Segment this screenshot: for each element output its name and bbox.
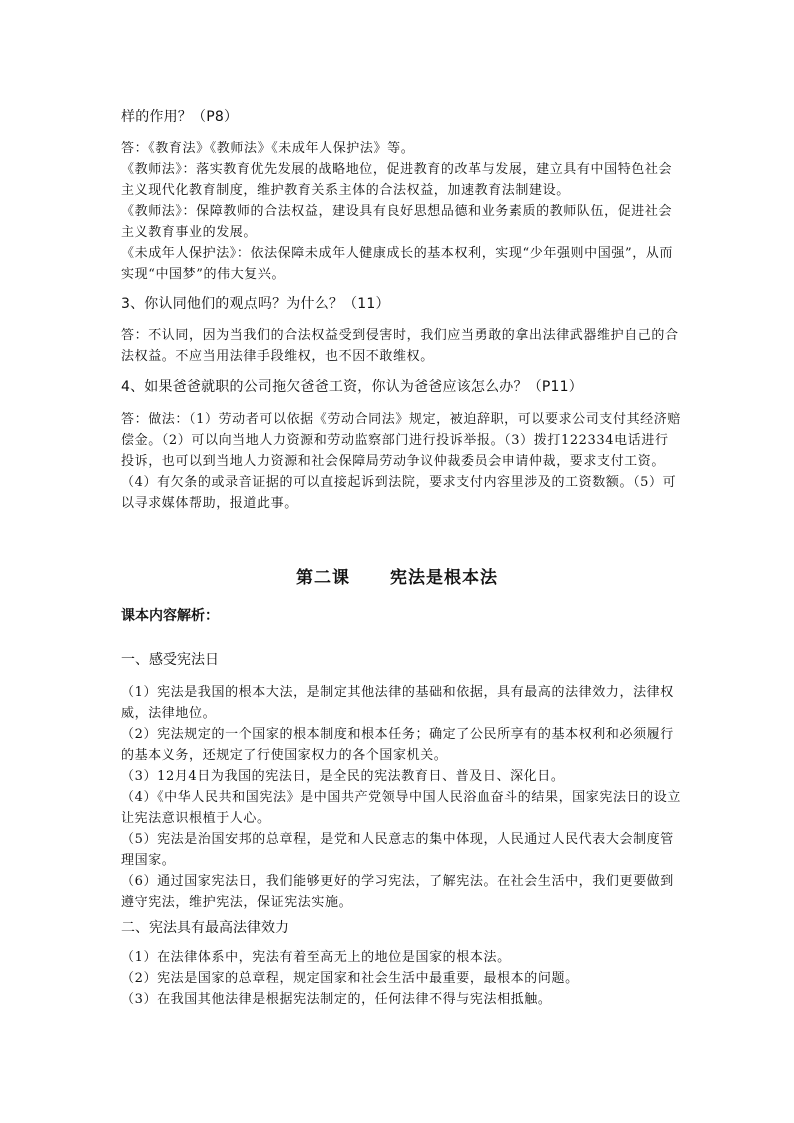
list-item: （5）宪法是治国安邦的总章程，是党和人民意志的集中体现，人民通过人民代表大会制度管理国家。: [121, 832, 674, 868]
lesson-title: [0, 563, 794, 588]
section-1-heading: 一、感受宪法日: [121, 652, 219, 668]
answer-4-text: 答：做法：（1）劳动者可以依据《劳动合同法》规定，被迫辞职，可以要求公司支付其经济赔偿金。（2）可以向当地人力资源和劳动监察部门进行投诉举报。（3）拨打122334电话进行投诉，也可以到当地人力资源和社会保障局劳动争议仲裁委员会申请仲裁，要求支付工资。（4）有欠条的或录音证据的可以直接起诉到法院，要求支付内容里涉及的工资数额。（5）可以寻求媒体帮助，报道此事。: [121, 412, 681, 511]
list-item: （3）在我国其他法律是根据宪法制定的，任何法律不得与宪法相抵触。: [121, 992, 552, 1007]
answer-3-text: 答：不认同，因为当我们的合法权益受到侵害时，我们应当勇敢的拿出法律武器维护自己的合法权益。不应当用法律手段维权，也不因不敢维权。: [121, 328, 679, 364]
list-item: （4）《中华人民共和国宪法》是中国共产党领导中国人民浴血奋斗的结果，国家宪法日的设立让宪法意识根植于人心。: [121, 790, 681, 826]
answer-p8: [121, 138, 681, 285]
list-item: （1）在法律体系中，宪法有着至高无上的地位是国家的根本法。: [121, 950, 511, 965]
answer-p8-line-3: 《教师法》：保障教师的合法权益，建设具有良好思想品德和业务素质的教师队伍，促进社会主义教育事业的发展。: [121, 204, 673, 240]
question-p8-tail: 样的作用？（P8）: [121, 109, 239, 125]
answer-4: [121, 409, 681, 514]
section-2-heading: 二、宪法具有最高法律效力: [121, 920, 289, 936]
section-1-list: [121, 682, 681, 913]
lesson-name: 宪法是根本法: [390, 568, 498, 588]
answer-3: [121, 325, 681, 367]
list-item: （2）宪法规定的一个国家的根本制度和根本任务；确定了公民所享有的基本权利和必须履行的基本义务，还规定了行使国家权力的各个国家机关。: [121, 727, 674, 763]
analysis-label: 课本内容解析：: [121, 608, 219, 624]
answer-p8-line-2: 《教师法》：落实教育优先发展的战略地位，促进教育的改革与发展，建立具有中国特色社会主义现代化教育制度，维护教育关系主体的合法权益，加速教育法制建设。: [121, 162, 673, 198]
list-item: （2）宪法是国家的总章程，规定国家和社会生活中最重要，最根本的问题。: [121, 971, 579, 986]
answer-p8-line-4: 《未成年人保护法》：依法保障未成年人健康成长的基本权利，实现“少年强则中国强”，从而实现“中国梦”的伟大复兴。: [121, 246, 673, 282]
list-item: （6）通过国家宪法日，我们能够更好的学习宪法，了解宪法。在社会生活中，我们更要做到遵守宪法，维护宪法，保证宪法实施。: [121, 874, 674, 910]
answer-p8-line-1: 答：《教育法》《教师法》《未成年人保护法》等。: [121, 141, 415, 156]
lesson-number: 第二课: [296, 568, 350, 588]
list-item: （3）12月4日为我国的宪法日，是全民的宪法教育日、普及日、深化日。: [121, 769, 565, 784]
section-2-list: [121, 947, 681, 1010]
list-item: （1）宪法是我国的根本大法，是制定其他法律的基础和依据，具有最高的法律效力，法律权威，法律地位。: [121, 685, 674, 721]
question-4: 4、如果爸爸就职的公司拖欠爸爸工资，你认为爸爸应该怎么办？（P11）: [121, 379, 583, 395]
question-3: 3、你认同他们的观点吗？为什么？（11）: [121, 296, 390, 312]
